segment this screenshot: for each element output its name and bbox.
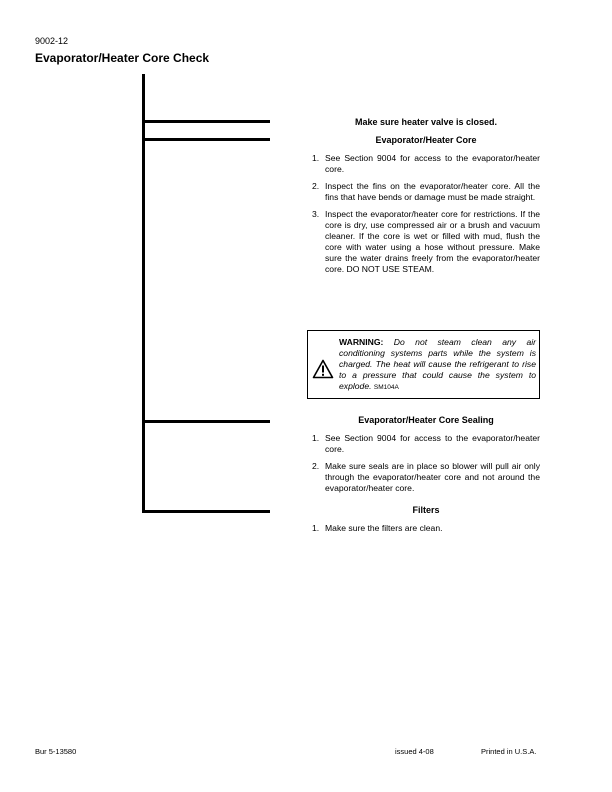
filters-heading: Filters bbox=[412, 505, 440, 515]
warning-box bbox=[307, 330, 540, 399]
flow-branch-line-sealing bbox=[142, 420, 270, 423]
list-item: 2. Make sure seals are in place so blower will pull air only through the evaporator/heater core and not around the evaporator/heater core. bbox=[312, 461, 540, 493]
page-title: Evaporator/Heater Core Check bbox=[35, 51, 210, 65]
warning-text bbox=[339, 337, 536, 393]
flow-branch-line-core bbox=[142, 138, 270, 141]
flow-branch-line-notice bbox=[142, 120, 270, 123]
list-item: 3. Inspect the evaporator/heater core for restrictions. If the core is dry, use compressed air or a brush and vacuum cleaner. If the core is wet or filled with mud, flush the core with water using a hose without pressure. Make sure the water drains freely from the evaporator/heater core. DO NOT USE STEAM. bbox=[312, 209, 540, 274]
filters-steps bbox=[312, 523, 540, 540]
flow-branch-line-filters bbox=[142, 510, 270, 513]
warning-code: SM104A bbox=[373, 384, 399, 391]
heater-valve-notice: Make sure heater valve is closed. bbox=[354, 117, 498, 127]
footer-doc-id: Bur 5-13580 bbox=[35, 747, 77, 756]
page-number: 9002-12 bbox=[35, 36, 69, 46]
warning-triangle-icon bbox=[312, 359, 334, 379]
warning-label: WARNING: bbox=[339, 337, 384, 347]
core-heading: Evaporator/Heater Core bbox=[375, 135, 477, 145]
sealing-heading: Evaporator/Heater Core Sealing bbox=[358, 415, 494, 425]
sealing-steps bbox=[312, 433, 540, 500]
footer-printed: Printed in U.S.A. bbox=[481, 747, 537, 756]
list-item: 1. See Section 9004 for access to the evaporator/heater core. bbox=[312, 433, 540, 454]
footer-issued: issued 4-08 bbox=[395, 747, 434, 756]
list-item: 2. Inspect the fins on the evaporator/heater core. All the fins that have bends or damage must be made straight. bbox=[312, 181, 540, 202]
list-item: 1. Make sure the filters are clean. bbox=[312, 523, 443, 533]
list-item: 1. See Section 9004 for access to the evaporator/heater core. bbox=[312, 153, 540, 174]
warning-message: Do not steam clean any air conditioning systems parts while the system is charged. The heat will cause the refrigerant to rise to a pressure that could cause the system to explode. bbox=[339, 337, 536, 391]
core-steps bbox=[312, 153, 540, 281]
